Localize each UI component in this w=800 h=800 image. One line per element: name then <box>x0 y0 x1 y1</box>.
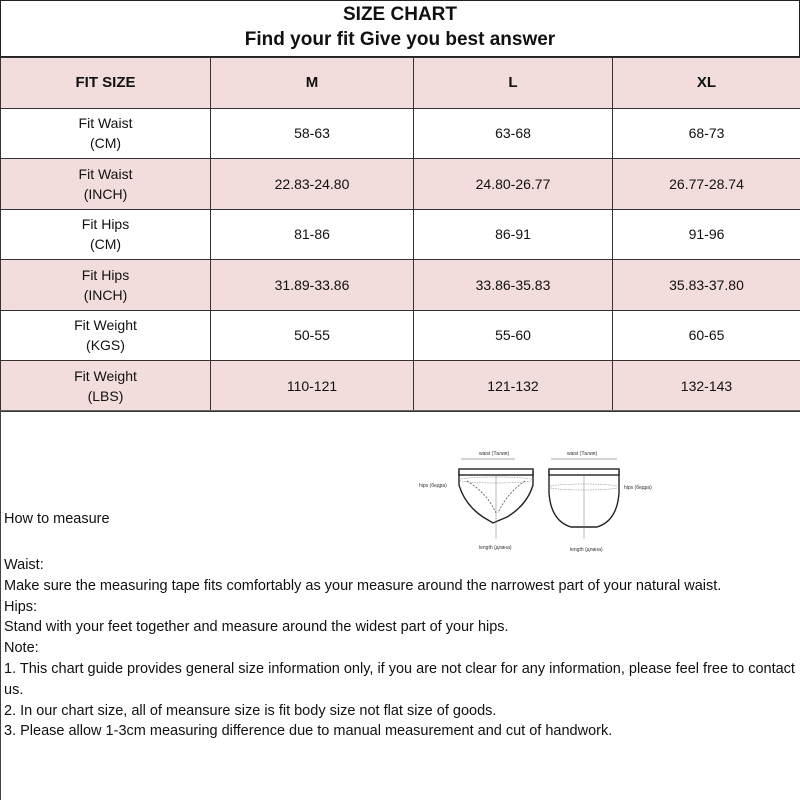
waist-heading: Waist: <box>4 557 44 573</box>
front-waist-label: waist (Талия) <box>479 451 510 457</box>
hips-heading: Hips: <box>4 598 38 615</box>
table-cell: 86-91 <box>414 209 613 260</box>
measure-instructions <box>4 555 800 742</box>
table-cell: 110-121 <box>211 361 414 412</box>
back-waist-label: waist (Талия) <box>567 451 598 457</box>
table-cell: 24.80-26.77 <box>414 159 613 210</box>
table-row <box>1 361 800 412</box>
row-label: Fit Weight (LBS) <box>1 361 211 412</box>
column-header: M <box>211 58 414 109</box>
table-cell: 22.83-24.80 <box>211 159 414 210</box>
table-cell: 35.83-37.80 <box>613 260 800 311</box>
table-cell: 31.89-33.86 <box>211 260 414 311</box>
table-row <box>1 159 800 210</box>
waist-instruction: Make sure the measuring tape fits comfortably as your measure around the narrowest part of your natural waist. <box>4 577 722 594</box>
table-cell: 91-96 <box>613 209 800 260</box>
size-table <box>0 57 800 412</box>
row-label: Fit Waist (CM) <box>1 108 211 159</box>
back-brief-illustration <box>549 459 619 539</box>
underwear-diagram-icon <box>417 447 667 557</box>
note-heading: Note: <box>4 640 39 657</box>
table-cell: 68-73 <box>613 108 800 159</box>
table-cell: 55-60 <box>414 310 613 361</box>
column-header: XL <box>613 58 800 109</box>
note-item: 1. This chart guide provides general size information only, if you are not clear for any information, please feel free to contact us. <box>4 660 795 698</box>
table-cell: 121-132 <box>414 361 613 412</box>
measurement-diagram <box>417 447 667 557</box>
row-label: Fit Weight (KGS) <box>1 310 211 361</box>
front-brief-illustration <box>459 459 533 539</box>
back-length-label: length (длина) <box>570 547 603 553</box>
table-cell: 63-68 <box>414 108 613 159</box>
row-label: Fit Hips (INCH) <box>1 260 211 311</box>
table-cell: 81-86 <box>211 209 414 260</box>
note-item: 3. Please allow 1-3cm measuring difference due to manual measurement and cut of handwork. <box>4 723 613 740</box>
column-header: FIT SIZE <box>1 58 211 109</box>
table-cell: 26.77-28.74 <box>613 159 800 210</box>
chart-title: SIZE CHART <box>343 4 457 25</box>
note-item: 2. In our chart size, all of meansure size is fit body size not flat size of goods. <box>4 702 497 719</box>
table-row <box>1 310 800 361</box>
chart-header <box>0 0 800 57</box>
column-header: L <box>414 58 613 109</box>
row-label: Fit Waist (INCH) <box>1 159 211 210</box>
table-cell: 58-63 <box>211 108 414 159</box>
table-row <box>1 260 800 311</box>
table-cell: 132-143 <box>613 361 800 412</box>
hips-instruction: Stand with your feet together and measure around the widest part of your hips. <box>4 619 509 636</box>
measure-section <box>0 410 800 800</box>
row-label: Fit Hips (CM) <box>1 209 211 260</box>
table-row <box>1 209 800 260</box>
table-header-row <box>1 58 800 109</box>
table-cell: 50-55 <box>211 310 414 361</box>
front-length-label: length (длина) <box>479 545 512 551</box>
table-cell: 33.86-35.83 <box>414 260 613 311</box>
table-row <box>1 108 800 159</box>
table-cell: 60-65 <box>613 310 800 361</box>
how-to-measure-heading: How to measure <box>4 511 110 527</box>
chart-subtitle: Find your fit Give you best answer <box>244 29 556 50</box>
back-hips-label: hips (бедра) <box>624 485 652 491</box>
front-hips-label: hips (бедра) <box>419 483 447 489</box>
